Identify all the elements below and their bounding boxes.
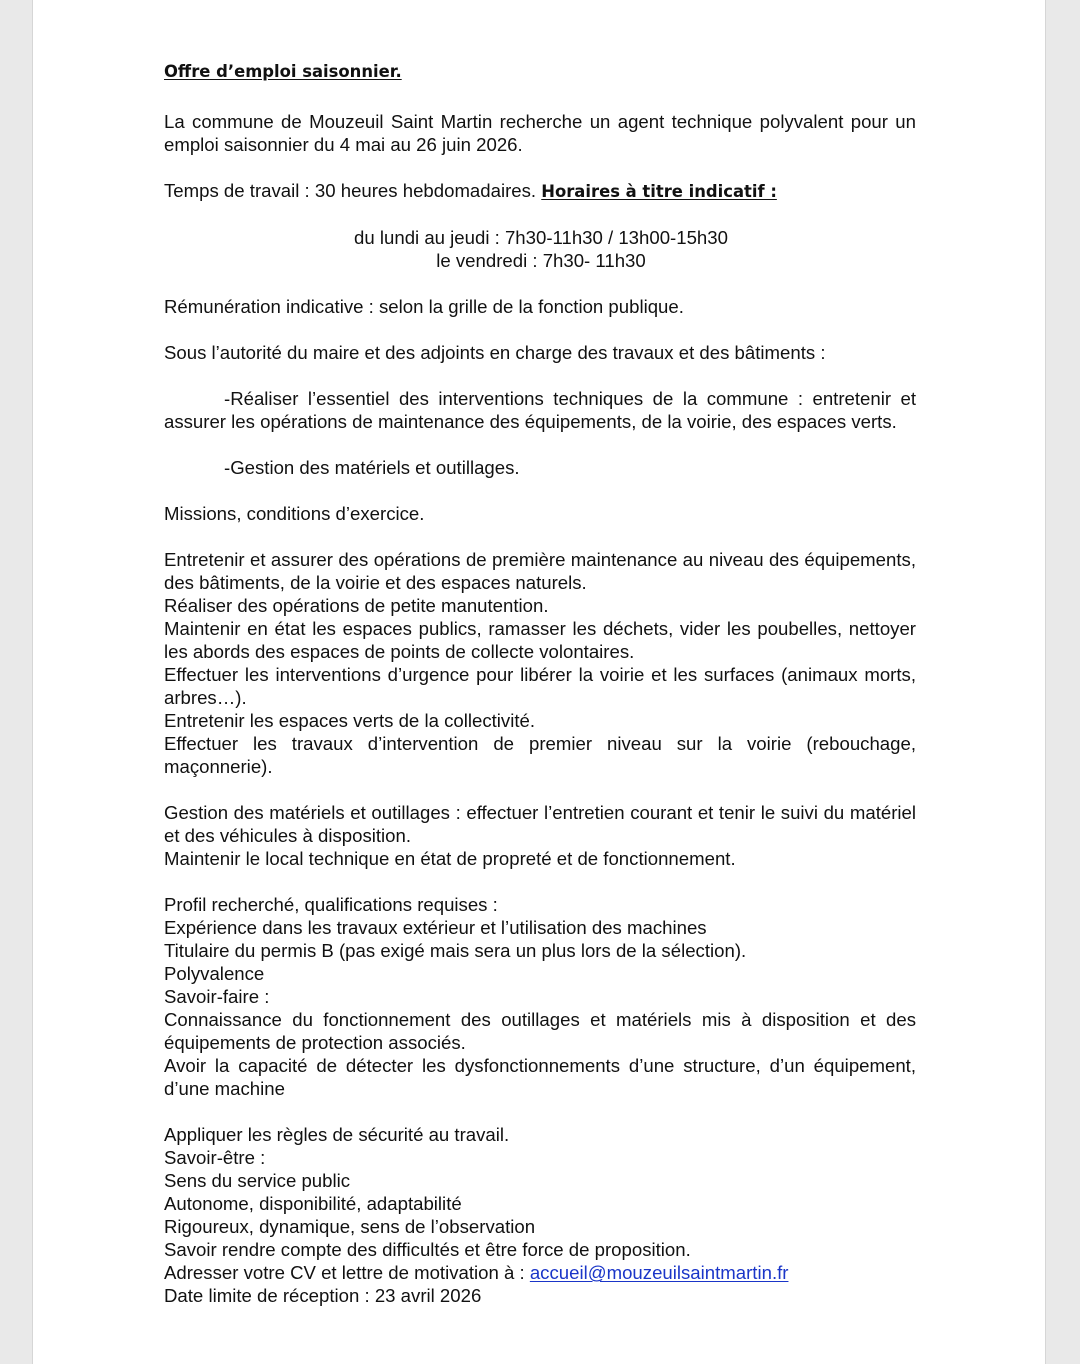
profile-item: Titulaire du permis B (pas exigé mais sera un plus lors de la sélection). <box>164 940 747 961</box>
apply-text: Adresser votre CV et lettre de motivation à : <box>164 1262 530 1283</box>
profile-item: Connaissance du fonctionnement des outillages et matériels mis à disposition et des équipements de protection associés. <box>164 1009 916 1053</box>
profile-item: Polyvalence <box>164 963 265 984</box>
mission-item: Effectuer les travaux d’intervention de premier niveau sur la voirie (rebouchage, maçonnerie). <box>164 733 916 777</box>
document-body <box>164 60 916 1307</box>
equipment-item: Maintenir le local technique en état de propreté et de fonctionnement. <box>164 848 736 869</box>
hours-heading: Horaires à titre indicatif : <box>541 182 777 201</box>
hours-friday: le vendredi : 7h30- 11h30 <box>436 250 646 271</box>
equipment-item: Gestion des matériels et outillages : effectuer l’entretien courant et tenir le suivi du matériel et des véhicules à disposition. <box>164 802 916 846</box>
missions-heading: Missions, conditions d’exercice. <box>164 503 425 524</box>
viewer-right-margin <box>1045 0 1080 1364</box>
profile-heading: Profil recherché, qualifications requises : <box>164 894 498 915</box>
contact-email-link[interactable]: accueil@mouzeuilsaintmartin.fr <box>529 1262 789 1283</box>
task-item: -Réaliser l’essentiel des interventions techniques de la commune : entretenir et assurer les opérations de maintenance des équipements, de la voirie, des espaces verts. <box>164 388 916 432</box>
closing-item: Savoir-être : <box>164 1147 266 1168</box>
task-item: -Gestion des matériels et outillages. <box>224 457 520 478</box>
mission-item: Maintenir en état les espaces publics, ramasser les déchets, vider les poubelles, nettoyer les abords des espaces de points de collecte volontaires. <box>164 618 916 662</box>
closing-item: Autonome, disponibilité, adaptabilité <box>164 1193 462 1214</box>
closing-item: Savoir rendre compte des difficultés et être force de proposition. <box>164 1239 691 1260</box>
viewer-left-margin <box>0 0 33 1364</box>
profile-item: Savoir-faire : <box>164 986 270 1007</box>
profile-item: Avoir la capacité de détecter les dysfonctionnements d’une structure, d’un équipement, d’une machine <box>164 1055 916 1099</box>
mission-item: Effectuer les interventions d’urgence pour libérer la voirie et les surfaces (animaux morts, arbres…). <box>164 664 916 708</box>
deadline-line: Date limite de réception : 23 avril 2026 <box>164 1285 482 1306</box>
mission-item: Entretenir les espaces verts de la collectivité. <box>164 710 536 731</box>
document-title: Offre d’emploi saisonnier. <box>164 62 402 81</box>
work-time-text: Temps de travail : 30 heures hebdomadaires. <box>164 180 542 201</box>
mission-item: Entretenir et assurer des opérations de première maintenance au niveau des équipements, des bâtiments, de la voirie et des espaces naturels. <box>164 549 916 593</box>
salary-line: Rémunération indicative : selon la grille de la fonction publique. <box>164 296 684 317</box>
profile-item: Expérience dans les travaux extérieur et l’utilisation des machines <box>164 917 707 938</box>
mission-item: Réaliser des opérations de petite manutention. <box>164 595 549 616</box>
closing-item: Rigoureux, dynamique, sens de l’observation <box>164 1216 536 1237</box>
closing-item: Appliquer les règles de sécurité au travail. <box>164 1124 510 1145</box>
closing-item: Sens du service public <box>164 1170 351 1191</box>
work-time-line <box>164 179 916 203</box>
apply-line <box>164 1261 916 1284</box>
hours-weekdays: du lundi au jeudi : 7h30-11h30 / 13h00-15h30 <box>354 227 728 248</box>
intro-paragraph: La commune de Mouzeuil Saint Martin recherche un agent technique polyvalent pour un emploi saisonnier du 4 mai au 26 juin 2026. <box>164 111 916 155</box>
authority-line: Sous l’autorité du maire et des adjoints en charge des travaux et des bâtiments : <box>164 342 826 363</box>
